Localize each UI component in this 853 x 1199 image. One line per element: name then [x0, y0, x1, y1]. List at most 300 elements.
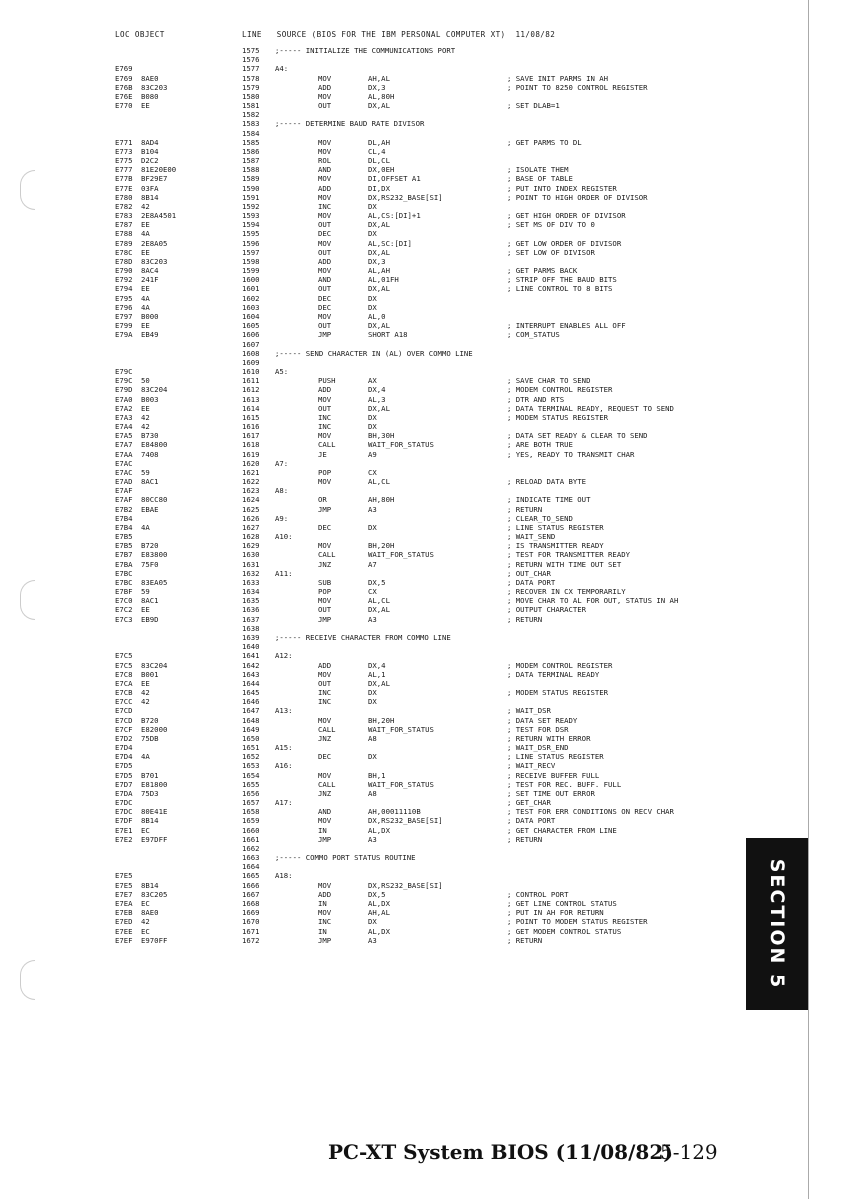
- listing-line: 1600: [242, 275, 260, 285]
- listing-sec: ;----- RECEIVE CHARACTER FROM COMMO LINE: [275, 633, 451, 642]
- listing-cmt: ; YES, READY TO TRANSMIT CHAR: [507, 449, 635, 459]
- listing-obj: 42: [141, 201, 150, 211]
- listing-op: INC: [318, 422, 332, 432]
- listing-line: 1623: [242, 486, 260, 496]
- listing-obj: 83EA05: [141, 577, 168, 587]
- listing-cmt: ; LINE STATUS REGISTER: [507, 752, 604, 762]
- listing-loc: E777: [115, 165, 133, 175]
- listing-loc: E7EB: [115, 908, 133, 918]
- listing-arg: A3: [368, 834, 377, 844]
- listing-loc: E7B4: [115, 513, 133, 523]
- listing-loc: E7C3: [115, 614, 133, 624]
- listing-row: [0, 184, 760, 193]
- listing-line: 1651: [242, 743, 260, 753]
- listing-cmt: ; ARE BOTH TRUE: [507, 440, 573, 450]
- listing-arg: AL,AH: [368, 266, 390, 276]
- listing-op: MOV: [318, 91, 332, 101]
- listing-loc: E7AA: [115, 449, 133, 459]
- listing-op: DEC: [318, 752, 332, 762]
- listing-row: [0, 422, 760, 431]
- listing-row: [0, 752, 760, 761]
- listing-op: INC: [318, 201, 332, 211]
- listing-arg: AL,CL: [368, 477, 390, 487]
- listing-lbl: A8:: [275, 486, 289, 496]
- listing-obj: B003: [141, 394, 159, 404]
- listing-line: 1578: [242, 73, 260, 83]
- listing-line: 1603: [242, 302, 260, 312]
- listing-obj: 7408: [141, 449, 159, 459]
- listing-loc: E7C2: [115, 605, 133, 615]
- listing-arg: BH,20H: [368, 541, 395, 551]
- listing-lbl: A18:: [275, 871, 293, 881]
- listing-line: 1650: [242, 733, 260, 743]
- listing-line: 1662: [242, 843, 260, 853]
- listing-loc: E7BF: [115, 587, 133, 597]
- listing-arg: DX: [368, 697, 377, 707]
- listing-obj: B080: [141, 91, 159, 101]
- listing-line: 1598: [242, 256, 260, 266]
- listing-loc: E7AC: [115, 458, 133, 468]
- listing-loc: E7A2: [115, 403, 133, 413]
- listing-arg: DX: [368, 688, 377, 698]
- listing-op: DEC: [318, 302, 332, 312]
- listing-obj: B104: [141, 146, 159, 156]
- listing-row: [0, 550, 760, 559]
- listing-loc: E7A7: [115, 440, 133, 450]
- listing-line: 1594: [242, 220, 260, 230]
- listing-obj: EBAE: [141, 504, 159, 514]
- listing-row: [0, 624, 760, 633]
- listing-arg: AH,AL: [368, 73, 390, 83]
- listing-row: [0, 55, 760, 64]
- listing-obj: 75DB: [141, 733, 159, 743]
- listing-line: 1631: [242, 559, 260, 569]
- listing-loc: E79C: [115, 367, 133, 377]
- listing-op: POP: [318, 587, 332, 597]
- listing-cmt: ; DATA PORT: [507, 816, 556, 826]
- listing-obj: 8AC1: [141, 596, 159, 606]
- listing-op: MOV: [318, 880, 332, 890]
- listing-line: 1577: [242, 64, 260, 74]
- listing-loc: E775: [115, 156, 133, 166]
- listing-arg: DL,CL: [368, 156, 390, 166]
- listing-line: 1613: [242, 394, 260, 404]
- listing-cmt: ; RELOAD DATA BYTE: [507, 477, 587, 487]
- listing-row: [0, 229, 760, 238]
- listing-loc: E7B4: [115, 522, 133, 532]
- listing-obj: 4A: [141, 229, 150, 239]
- listing-row: [0, 367, 760, 376]
- listing-op: MOV: [318, 715, 332, 725]
- listing-arg: CX: [368, 587, 377, 597]
- listing-obj: 59: [141, 587, 150, 597]
- section-tab: [746, 838, 808, 1010]
- listing-arg: DX: [368, 917, 377, 927]
- listing-row: [0, 450, 760, 459]
- listing-arg: BH,1: [368, 770, 386, 780]
- listing-line: 1590: [242, 183, 260, 193]
- listing-loc: E797: [115, 311, 133, 321]
- listing-arg: DX,AL: [368, 220, 390, 230]
- listing-arg: AL,CS:[DI]+1: [368, 211, 421, 221]
- listing-loc: E7D4: [115, 743, 133, 753]
- listing-cmt: ; RECOVER IN CX TEMPORARILY: [507, 587, 626, 597]
- listing-row: [0, 202, 760, 211]
- listing-arg: DI,DX: [368, 183, 390, 193]
- listing-obj: EE: [141, 284, 150, 294]
- listing-arg: DX,AL: [368, 284, 390, 294]
- listing-line: 1597: [242, 247, 260, 257]
- listing-arg: A3: [368, 504, 377, 514]
- listing-line: 1575: [242, 46, 260, 55]
- listing-arg: DX: [368, 422, 377, 432]
- listing-op: MOV: [318, 770, 332, 780]
- listing-loc: E799: [115, 321, 133, 331]
- listing-loc: E789: [115, 238, 133, 248]
- listing-arg: DX,RS232_BASE[SI]: [368, 816, 443, 826]
- listing-row: [0, 165, 760, 174]
- listing-arg: A8: [368, 733, 377, 743]
- listing-cmt: ; RETURN: [507, 504, 543, 514]
- listing-op: MOV: [318, 137, 332, 147]
- listing-cmt: ; GET LINE CONTROL STATUS: [507, 898, 617, 908]
- listing-line: 1632: [242, 568, 260, 578]
- listing-cmt: ; POINT TO 8250 CONTROL REGISTER: [507, 82, 648, 92]
- listing-loc: E7B5: [115, 541, 133, 551]
- listing-loc: E7AF: [115, 495, 133, 505]
- listing-loc: E78D: [115, 256, 133, 266]
- listing-obj: EE: [141, 220, 150, 230]
- listing-op: OUT: [318, 247, 332, 257]
- listing-loc: E7DF: [115, 816, 133, 826]
- listing-line: 1669: [242, 908, 260, 918]
- listing-obj: 8B14: [141, 816, 159, 826]
- listing-line: 1628: [242, 532, 260, 542]
- listing-op: MOV: [318, 174, 332, 184]
- listing-cmt: ; RETURN WITH ERROR: [507, 733, 591, 743]
- listing-loc: E7D5: [115, 770, 133, 780]
- listing-op: JNZ: [318, 788, 332, 798]
- listing-line: 1609: [242, 357, 260, 367]
- listing-row: [0, 706, 760, 715]
- listing-cmt: ; WAIT_DSR_END: [507, 743, 569, 753]
- listing-line: 1601: [242, 284, 260, 294]
- listing-loc: E790: [115, 266, 133, 276]
- listing-line: 1629: [242, 541, 260, 551]
- listing-line: 1626: [242, 513, 260, 523]
- listing-arg: CX: [368, 467, 377, 477]
- listing-obj: E970FF: [141, 935, 168, 945]
- listing-obj: 8AD4: [141, 137, 159, 147]
- listing-obj: 4A: [141, 522, 150, 532]
- listing-arg: A9: [368, 449, 377, 459]
- listing-line: 1672: [242, 935, 260, 945]
- listing-arg: DX,AL: [368, 247, 390, 257]
- listing-obj: 83C205: [141, 889, 168, 899]
- listing-cmt: ; PUT INTO INDEX REGISTER: [507, 183, 617, 193]
- listing-row: [0, 330, 760, 339]
- listing-obj: 241F: [141, 275, 159, 285]
- listing-loc: E773: [115, 146, 133, 156]
- listing-line: 1646: [242, 697, 260, 707]
- listing-line: 1640: [242, 642, 260, 652]
- listing-row: [0, 74, 760, 83]
- listing-obj: B720: [141, 541, 159, 551]
- listing-loc: E7C8: [115, 669, 133, 679]
- listing-line: 1663: [242, 853, 260, 863]
- listing-row: [0, 129, 760, 138]
- listing-line: 1666: [242, 880, 260, 890]
- listing-obj: 8AC1: [141, 477, 159, 487]
- binder-hole-mark: [20, 580, 35, 620]
- listing-obj: 83C204: [141, 660, 168, 670]
- listing-arg: AH,00011110B: [368, 807, 421, 817]
- listing-row: [0, 138, 760, 147]
- listing-line: 1654: [242, 770, 260, 780]
- listing-line: 1648: [242, 715, 260, 725]
- section-tab-label: SECTION 5: [766, 858, 788, 990]
- listing-row: [0, 716, 760, 725]
- listing-loc: E796: [115, 302, 133, 312]
- listing-row: [0, 294, 760, 303]
- listing-obj: 03FA: [141, 183, 159, 193]
- listing-op: DEC: [318, 229, 332, 239]
- listing-cmt: ; INDICATE TIME OUT: [507, 495, 591, 505]
- listing-obj: B000: [141, 311, 159, 321]
- listing-op: MOV: [318, 541, 332, 551]
- listing-line: 1611: [242, 376, 260, 386]
- listing-row: [0, 844, 760, 853]
- listing-op: IN: [318, 825, 327, 835]
- listing-arg: DX,3: [368, 82, 386, 92]
- listing-row: [0, 395, 760, 404]
- listing-arg: AL,DX: [368, 898, 390, 908]
- listing-op: INC: [318, 697, 332, 707]
- listing-row: [0, 771, 760, 780]
- listing-obj: EE: [141, 101, 150, 111]
- listing-row: [0, 798, 760, 807]
- listing-obj: 42: [141, 917, 150, 927]
- listing-arg: AH,AL: [368, 908, 390, 918]
- listing-row: [0, 193, 760, 202]
- listing-row: [0, 927, 760, 936]
- listing-obj: 4A: [141, 302, 150, 312]
- listing-loc: E7DC: [115, 798, 133, 808]
- listing-op: AND: [318, 275, 332, 285]
- listing-obj: B730: [141, 431, 159, 441]
- listing-loc: E7CA: [115, 678, 133, 688]
- listing-line: 1667: [242, 889, 260, 899]
- listing-arg: AX: [368, 376, 377, 386]
- listing-cmt: ; SAVE CHAR TO SEND: [507, 376, 591, 386]
- listing-loc: E7A4: [115, 422, 133, 432]
- listing-cmt: ; TEST FOR DSR: [507, 724, 569, 734]
- listing-op: JMP: [318, 614, 332, 624]
- listing-loc: E794: [115, 284, 133, 294]
- listing-row: [0, 477, 760, 486]
- listing-lbl: A5:: [275, 367, 289, 377]
- listing-loc: E770: [115, 101, 133, 111]
- listing-loc: E7EE: [115, 926, 133, 936]
- listing-sec: ;----- SEND CHARACTER IN (AL) OVER COMMO LINE: [275, 348, 473, 358]
- listing-obj: 42: [141, 697, 150, 707]
- listing-row: [0, 505, 760, 514]
- listing-arg: DX: [368, 293, 377, 303]
- listing-row: [0, 284, 760, 293]
- listing-obj: 80CC80: [141, 495, 168, 505]
- listing-row: [0, 523, 760, 532]
- listing-cmt: ; RETURN WITH TIME OUT SET: [507, 559, 622, 569]
- listing-cmt: ; MODEM CONTROL REGISTER: [507, 660, 613, 670]
- listing-arg: AL,0: [368, 311, 386, 321]
- listing-arg: DX,4: [368, 385, 386, 395]
- listing-arg: AL,CL: [368, 596, 390, 606]
- listing-loc: E7ED: [115, 917, 133, 927]
- listing-op: MOV: [318, 211, 332, 221]
- listing-obj: EC: [141, 926, 150, 936]
- listing-loc: E783: [115, 211, 133, 221]
- listing-arg: DX,RS232_BASE[SI]: [368, 880, 443, 890]
- listing-line: 1653: [242, 761, 260, 771]
- listing-op: IN: [318, 898, 327, 908]
- listing-line: 1658: [242, 807, 260, 817]
- listing-line: 1668: [242, 898, 260, 908]
- listing-cmt: ; TEST FOR REC. BUFF. FULL: [507, 779, 622, 789]
- column-header-line-source: LINE SOURCE (BIOS FOR THE IBM PERSONAL COMPUTER XT) 11/08/82: [242, 30, 556, 39]
- listing-line: 1584: [242, 128, 260, 138]
- listing-loc: E7E1: [115, 825, 133, 835]
- listing-loc: E7E2: [115, 834, 133, 844]
- listing-arg: SHORT A18: [368, 330, 408, 340]
- listing-cmt: ; DATA TERMINAL READY, REQUEST TO SEND: [507, 403, 674, 413]
- listing-line: 1652: [242, 752, 260, 762]
- listing-loc: E7CD: [115, 715, 133, 725]
- listing-row: [0, 239, 760, 248]
- page-number: 5-129: [660, 1140, 718, 1164]
- listing-op: MOV: [318, 431, 332, 441]
- listing-obj: 42: [141, 412, 150, 422]
- listing-row: [0, 101, 760, 110]
- listing-lbl: A13:: [275, 706, 293, 716]
- column-header-loc-object: LOC OBJECT: [115, 30, 165, 39]
- listing-arg: DX,4: [368, 660, 386, 670]
- listing-line: 1593: [242, 211, 260, 221]
- listing-cmt: ; STRIP OFF THE BAUD BITS: [507, 275, 617, 285]
- listing-line: 1585: [242, 137, 260, 147]
- listing-arg: DL,AH: [368, 137, 390, 147]
- listing-line: 1639: [242, 633, 260, 642]
- listing-obj: B701: [141, 770, 159, 780]
- listing-row: [0, 312, 760, 321]
- listing-cmt: ; CONTROL PORT: [507, 889, 569, 899]
- listing-row: [0, 734, 760, 743]
- listing-cmt: ; RETURN: [507, 834, 543, 844]
- listing-loc: E7B5: [115, 532, 133, 542]
- listing-row: [0, 807, 760, 816]
- listing-cmt: ; WAIT_DSR: [507, 706, 551, 716]
- listing-cmt: ; MODEM CONTROL REGISTER: [507, 385, 613, 395]
- listing-line: 1620: [242, 458, 260, 468]
- footer-title: PC-XT System BIOS (11/08/82): [328, 1140, 673, 1164]
- listing-line: 1630: [242, 550, 260, 560]
- listing-arg: WAIT_FOR_STATUS: [368, 440, 434, 450]
- listing-cmt: ; WAIT_SEND: [507, 532, 556, 542]
- listing-arg: BH,30H: [368, 431, 395, 441]
- listing-cmt: ; DATA PORT: [507, 577, 556, 587]
- listing-obj: 8AE0: [141, 73, 159, 83]
- listing-lbl: A7:: [275, 458, 289, 468]
- listing-loc: E787: [115, 220, 133, 230]
- page-edge-rule: [808, 0, 809, 1199]
- listing-op: ADD: [318, 385, 332, 395]
- listing-cmt: ; COM_STATUS: [507, 330, 560, 340]
- listing-row: [0, 349, 760, 358]
- listing-row: [0, 743, 760, 752]
- listing-row: [0, 321, 760, 330]
- listing-row: [0, 220, 760, 229]
- listing-loc: E7E7: [115, 889, 133, 899]
- listing-obj: 81E20E00: [141, 165, 177, 175]
- listing-op: ROL: [318, 156, 332, 166]
- listing-line: 1579: [242, 82, 260, 92]
- listing-row: [0, 541, 760, 550]
- listing-cmt: ; TEST FOR ERR CONDITIONS ON RECV CHAR: [507, 807, 674, 817]
- listing-op: ADD: [318, 183, 332, 193]
- listing-obj: 2E8A05: [141, 238, 168, 248]
- listing-line: 1670: [242, 917, 260, 927]
- listing-op: JE: [318, 449, 327, 459]
- listing-line: 1605: [242, 321, 260, 331]
- listing-cmt: ; LINE CONTROL TO 8 BITS: [507, 284, 613, 294]
- listing-cmt: ; MODEM STATUS REGISTER: [507, 412, 609, 422]
- binder-hole-mark: [20, 170, 35, 210]
- listing-cmt: ; GET HIGH ORDER OF DIVISOR: [507, 211, 626, 221]
- listing-cmt: ; SET TIME OUT ERROR: [507, 788, 595, 798]
- listing-cmt: ; BASE OF TABLE: [507, 174, 573, 184]
- listing-cmt: ; INTERRUPT ENABLES ALL OFF: [507, 321, 626, 331]
- listing-line: 1625: [242, 504, 260, 514]
- listing-loc: E7C0: [115, 596, 133, 606]
- listing-obj: 50: [141, 376, 150, 386]
- listing-loc: E7BC: [115, 577, 133, 587]
- listing-obj: EE: [141, 605, 150, 615]
- listing-line: 1604: [242, 311, 260, 321]
- listing-row: [0, 871, 760, 880]
- listing-line: 1660: [242, 825, 260, 835]
- listing-op: ADD: [318, 82, 332, 92]
- listing-sec: ;----- INITIALIZE THE COMMUNICATIONS PORT: [275, 46, 456, 55]
- listing-op: MOV: [318, 311, 332, 321]
- listing-row: [0, 248, 760, 257]
- listing-line: 1581: [242, 101, 260, 111]
- listing-obj: 75F0: [141, 559, 159, 569]
- listing-arg: DX,AL: [368, 321, 390, 331]
- listing-cmt: ; RETURN: [507, 614, 543, 624]
- listing-row: [0, 917, 760, 926]
- listing-arg: A7: [368, 559, 377, 569]
- listing-arg: DX: [368, 522, 377, 532]
- listing-line: 1657: [242, 798, 260, 808]
- listing-line: 1637: [242, 614, 260, 624]
- listing-obj: E83800: [141, 550, 168, 560]
- listing-loc: E7EA: [115, 898, 133, 908]
- listing-obj: 42: [141, 422, 150, 432]
- listing-lbl: A9:: [275, 513, 289, 523]
- listing-cmt: ; GET CHARACTER FROM LINE: [507, 825, 617, 835]
- listing-row: [0, 936, 760, 945]
- listing-arg: DX,3: [368, 256, 386, 266]
- listing-cmt: ; OUTPUT CHARACTER: [507, 605, 587, 615]
